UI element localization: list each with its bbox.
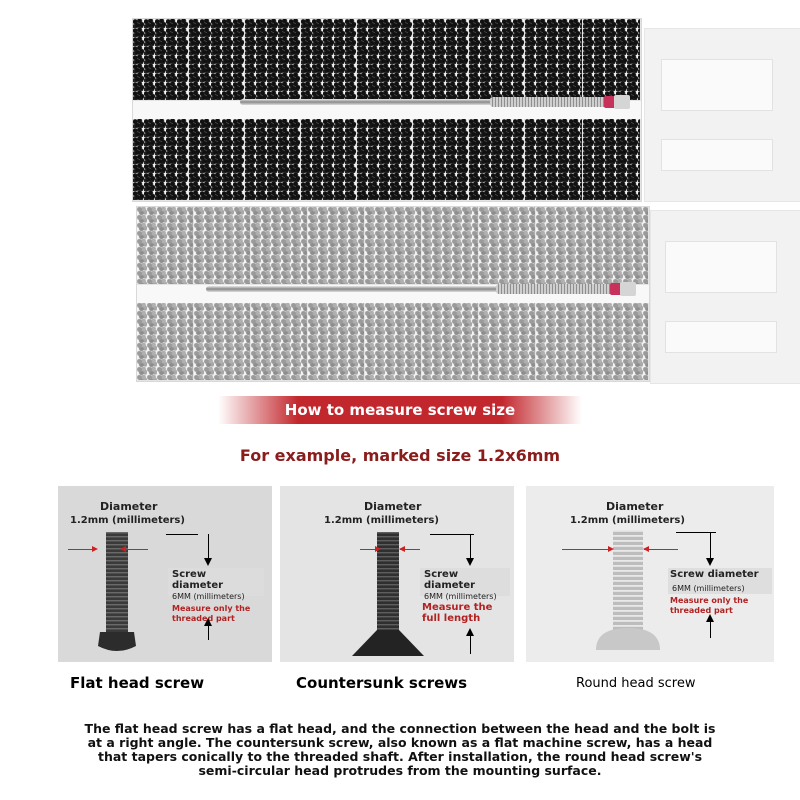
screw-diameter-value: 6MM (millimeters) bbox=[424, 592, 497, 601]
screw-diameter-label: Screw diameter bbox=[172, 569, 224, 591]
banner-title: How to measure screw size bbox=[284, 401, 516, 419]
screwdriver-top bbox=[240, 99, 630, 105]
example-caption: For example, marked size 1.2x6mm bbox=[239, 446, 561, 465]
diameter-label: Diameter bbox=[364, 500, 422, 513]
flat-head-title: Flat head screw bbox=[70, 674, 205, 692]
countersunk-title: Countersunk screws bbox=[296, 674, 468, 692]
diameter-value: 1.2mm (millimeters) bbox=[70, 515, 185, 526]
countersunk-panel bbox=[280, 486, 514, 662]
flat-head-panel bbox=[58, 486, 272, 662]
product-photo bbox=[0, 0, 800, 392]
screw-diameter-value: 6MM (millimeters) bbox=[172, 592, 245, 601]
section-banner bbox=[218, 396, 582, 424]
black-screw-tray bbox=[132, 18, 642, 202]
description-line: semi-circular head protrudes from the mounting surface. bbox=[198, 763, 602, 778]
screw-diameter-label: Screw diameter bbox=[424, 569, 476, 591]
screw-diameter-label: Screw diameter bbox=[670, 569, 759, 580]
measure-note: Measure only the threaded part bbox=[172, 604, 251, 623]
description-line: The flat head screw has a flat head, and the connection between the head and the bolt is bbox=[84, 721, 716, 736]
measure-note: Measure the full length bbox=[422, 602, 493, 624]
diameter-label: Diameter bbox=[100, 500, 158, 513]
screwdriver-bottom bbox=[206, 286, 636, 292]
diameter-value: 1.2mm (millimeters) bbox=[570, 515, 685, 526]
screw-diameter-value: 6MM (millimeters) bbox=[672, 584, 745, 593]
round-head-panel bbox=[526, 486, 774, 662]
diameter-value: 1.2mm (millimeters) bbox=[324, 515, 439, 526]
description-line: at a right angle. The countersunk screw, also known as a flat machine screw, has a head bbox=[87, 735, 713, 750]
countersunk-screw-icon bbox=[348, 532, 428, 662]
bottom-tray-lid bbox=[650, 210, 800, 384]
description-text bbox=[0, 722, 800, 778]
flat-head-screw-icon bbox=[92, 532, 142, 664]
description-line: that tapers conically to the threaded shaft. After installation, the round head screw's bbox=[97, 749, 703, 764]
diameter-label: Diameter bbox=[606, 500, 664, 513]
measure-note: Measure only the threaded part bbox=[670, 596, 749, 615]
top-tray-lid bbox=[644, 28, 800, 202]
round-head-title: Round head screw bbox=[576, 676, 696, 691]
silver-screw-tray bbox=[136, 206, 650, 382]
